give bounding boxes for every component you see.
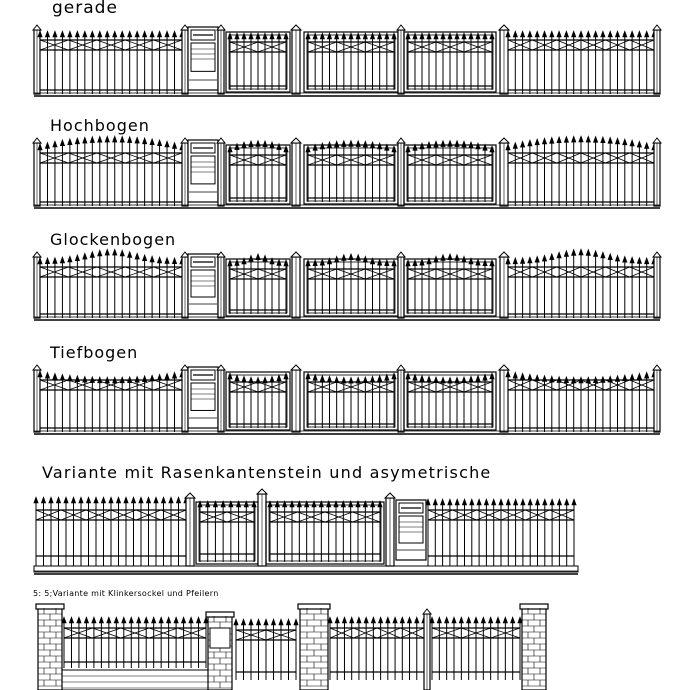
title-variant-brick: 5: 5;Variante mit Klinkersockel und Pfeilern bbox=[33, 589, 219, 598]
fence-row-1 bbox=[33, 25, 661, 96]
fence-row-3 bbox=[33, 249, 661, 320]
fence-row-2 bbox=[33, 136, 661, 208]
title-variant-lawn-edge: Variante mit Rasenkantenstein und asymetrische bbox=[42, 463, 492, 482]
title-glockenbogen: Glockenbogen bbox=[50, 230, 177, 249]
title-tiefbogen: Tiefbogen bbox=[50, 343, 139, 362]
fence-row-5 bbox=[34, 489, 578, 574]
title-gerade: gerade bbox=[52, 0, 118, 18]
fence-row-6 bbox=[36, 604, 548, 690]
title-hochbogen: Hochbogen bbox=[50, 116, 150, 135]
fence-row-4 bbox=[33, 365, 661, 434]
